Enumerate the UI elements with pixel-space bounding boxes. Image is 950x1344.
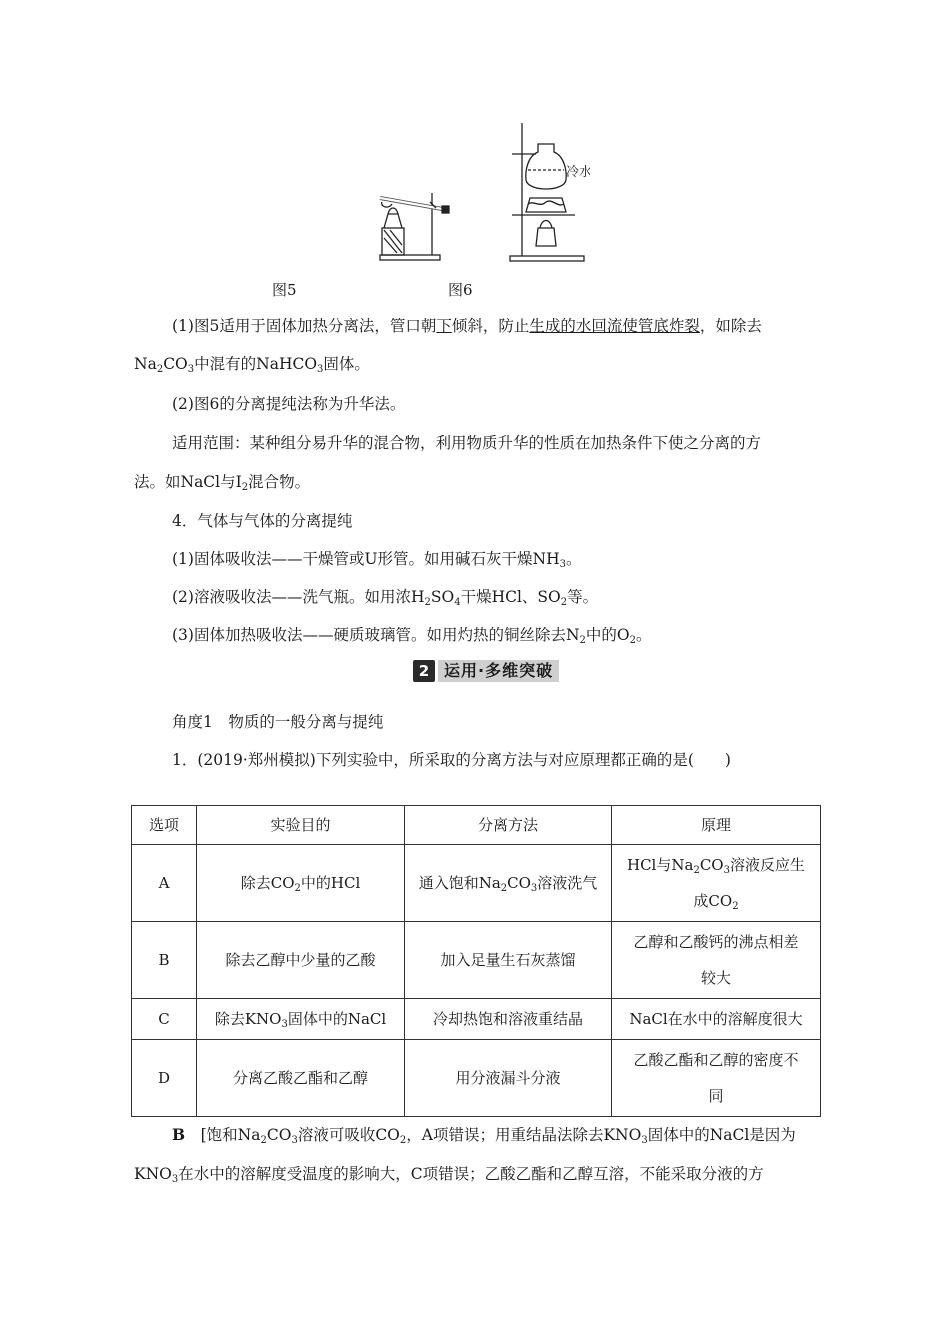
fig5-stopper — [442, 206, 449, 213]
fig6-flask — [526, 144, 566, 189]
fig5-lamp — [384, 214, 402, 228]
purpose-cell: 分离乙酸乙酯和乙醇 — [197, 1040, 405, 1117]
table-row — [132, 1040, 821, 1117]
fig6-caption: 图6 — [448, 281, 473, 299]
purpose-cell: 除去$KNO_3$固体中的NaCl — [197, 999, 405, 1040]
fig6-lamp — [536, 228, 556, 246]
header-purpose: 实验目的 — [197, 806, 405, 845]
method-cell: 用分液漏斗分液 — [405, 1040, 612, 1117]
principle-cell: NaCl在水中的溶解度很大 — [612, 999, 821, 1040]
method-cell: 加入足量生石灰蒸馏 — [405, 922, 612, 999]
section-heading — [413, 659, 559, 683]
fig5-caption: 图5 — [272, 281, 297, 299]
principle-cell: HCl与$Na_2CO_3$溶液反应生 成$CO_2$ — [612, 845, 821, 922]
header-method: 分离方法 — [405, 806, 612, 845]
answer-line1: B [饱和$Na_2CO_3$溶液可吸收$CO_2$，A项错误；用重结晶法除去$KNO_3$固体中的NaCl是因为 — [172, 1125, 796, 1146]
method-cell: 冷却热饱和溶液重结晶 — [405, 999, 612, 1040]
option-cell: D — [132, 1040, 197, 1117]
method-cell: 通入饱和$Na_2CO_3$溶液洗气 — [405, 845, 612, 922]
paragraph-solid-absorption: (1)固体吸收法——干燥管或U形管。如用碱石灰干燥$NH_3$。 — [172, 550, 582, 570]
paragraph-fig6: (2)图6的分离提纯法称为升华法。 — [172, 395, 406, 413]
question-text: 1．(2019·郑州模拟)下列实验中，所采取的分离方法与对应原理都正确的是( ) — [172, 751, 731, 769]
option-cell: B — [132, 922, 197, 999]
header-option: 选项 — [132, 806, 197, 845]
option-cell: A — [132, 845, 197, 922]
principle-cell: 乙酸乙酯和乙醇的密度不 同 — [612, 1040, 821, 1117]
table-row — [132, 999, 821, 1040]
angle-heading: 角度1 物质的一般分离与提纯 — [172, 713, 384, 731]
principle-cell: 乙醇和乙酸钙的沸点相差 较大 — [612, 922, 821, 999]
table-row — [132, 922, 821, 999]
table-row — [132, 845, 821, 922]
answer-letter: B — [172, 1125, 186, 1144]
fig5-stand-base — [380, 255, 440, 260]
paragraph-solution-absorption: (2)溶液吸收法——洗气瓶。如用浓$H_2SO_4$干燥HCl、$SO_2$等。 — [172, 588, 599, 608]
paragraph-fig5-line1: (1)图5适用于固体加热分离法，管口朝下倾斜，防止生成的水回流使管底炸裂，如除去 — [172, 317, 762, 335]
apparatus-drawing — [370, 118, 590, 270]
paragraph-scope-line2: 法。如NaCl与$I_2$混合物。 — [134, 473, 311, 493]
purpose-cell: 除去$CO_2$中的HCl — [197, 845, 405, 922]
option-cell: C — [132, 999, 197, 1040]
separation-table — [131, 805, 821, 1117]
answer-line2: $KNO_3$在水中的溶解度受温度的影响大，C项错误；乙酸乙酯和乙醇互溶，不能采取分液的方 — [134, 1165, 764, 1185]
table-header-row — [132, 806, 821, 845]
fig6-cold-water-label: 冷水 — [566, 165, 590, 180]
purpose-cell: 除去乙醇中少量的乙酸 — [197, 922, 405, 999]
paragraph-fig5-line2: $Na_2CO_3$中混有的NaHCO$_3$固体。 — [134, 355, 370, 375]
apparatus-figures — [370, 118, 590, 270]
fig6-stand-base — [510, 256, 584, 261]
header-principle: 原理 — [612, 806, 821, 845]
paragraph-heating-absorption: (3)固体加热吸收法——硬质玻璃管。如用灼热的铜丝除去$N_2$中的$O_2$。 — [172, 626, 652, 646]
heading-gas-separation: 4．气体与气体的分离提纯 — [172, 512, 353, 530]
paragraph-scope-line1: 适用范围：某种组分易升华的混合物，利用物质升华的性质在加热条件下使之分离的方 — [172, 434, 762, 452]
section-number: 2 — [413, 660, 435, 682]
section-title: 运用·多维突破 — [438, 660, 559, 682]
